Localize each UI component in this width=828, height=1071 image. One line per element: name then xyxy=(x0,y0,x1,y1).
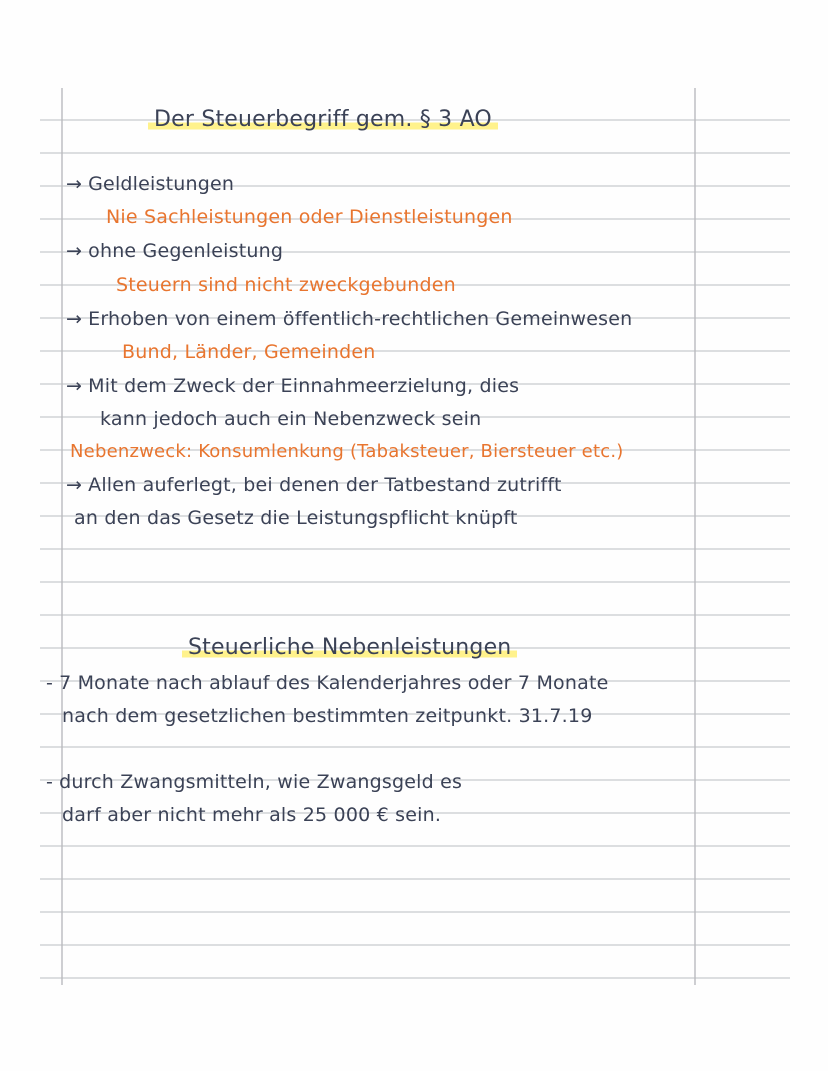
list-item-continuation-text: nach dem gesetzlichen bestimmten zeitpunkt. 31.7.19 xyxy=(62,705,593,727)
bullet-note xyxy=(70,438,623,466)
dash-marker: - xyxy=(46,672,54,694)
arrow-marker: → xyxy=(66,173,83,195)
dash-marker: - xyxy=(46,771,54,793)
bullet-note xyxy=(122,338,376,366)
bullet-note xyxy=(106,203,513,231)
bullet-continuation xyxy=(74,504,518,532)
section-title xyxy=(182,634,517,662)
bullet-text: Allen auferlegt, bei denen der Tatbestand zutrifft xyxy=(88,474,562,496)
bullet-note-text: Nie Sachleistungen oder Dienstleistungen xyxy=(106,206,513,228)
bullet-item xyxy=(66,471,562,499)
bullet-item xyxy=(66,305,632,333)
bullet-text: ohne Gegenleistung xyxy=(88,240,284,262)
list-item xyxy=(46,768,462,796)
arrow-marker: → xyxy=(66,375,83,397)
bullet-text: Erhoben von einem öffentlich-rechtlichen Gemeinwesen xyxy=(88,308,633,330)
bullet-item xyxy=(66,237,283,265)
section-title xyxy=(148,106,498,134)
section-title-text: Steuerliche Nebenleistungen xyxy=(182,635,517,660)
arrow-marker: → xyxy=(66,308,83,330)
list-item-text: 7 Monate nach ablauf des Kalenderjahres oder 7 Monate xyxy=(59,672,609,694)
list-item-continuation xyxy=(62,702,593,730)
section-title-text: Der Steuerbegriff gem. § 3 AO xyxy=(148,107,498,132)
bullet-note xyxy=(116,271,456,299)
list-item-continuation-text: darf aber nicht mehr als 25 000 € sein. xyxy=(62,804,442,826)
bullet-note-text: Bund, Länder, Gemeinden xyxy=(122,341,376,363)
bullet-text: Geldleistungen xyxy=(88,173,235,195)
bullet-item xyxy=(66,372,519,400)
bullet-item xyxy=(66,170,234,198)
bullet-continuation-text: an den das Gesetz die Leistungspflicht knüpft xyxy=(74,507,518,529)
arrow-marker: → xyxy=(66,240,83,262)
bullet-note-text: Nebenzweck: Konsumlenkung (Tabaksteuer, Biersteuer etc.) xyxy=(70,441,624,462)
bullet-text: Mit dem Zweck der Einnahmeerzielung, dies xyxy=(88,375,520,397)
list-item-continuation xyxy=(62,801,441,829)
list-item xyxy=(46,669,609,697)
bullet-note-text: Steuern sind nicht zweckgebunden xyxy=(116,274,456,296)
bullet-continuation-text: kann jedoch auch ein Nebenzweck sein xyxy=(100,408,482,430)
list-item-text: durch Zwangsmitteln, wie Zwangsgeld es xyxy=(59,771,463,793)
arrow-marker: → xyxy=(66,474,83,496)
bullet-continuation xyxy=(100,405,481,433)
